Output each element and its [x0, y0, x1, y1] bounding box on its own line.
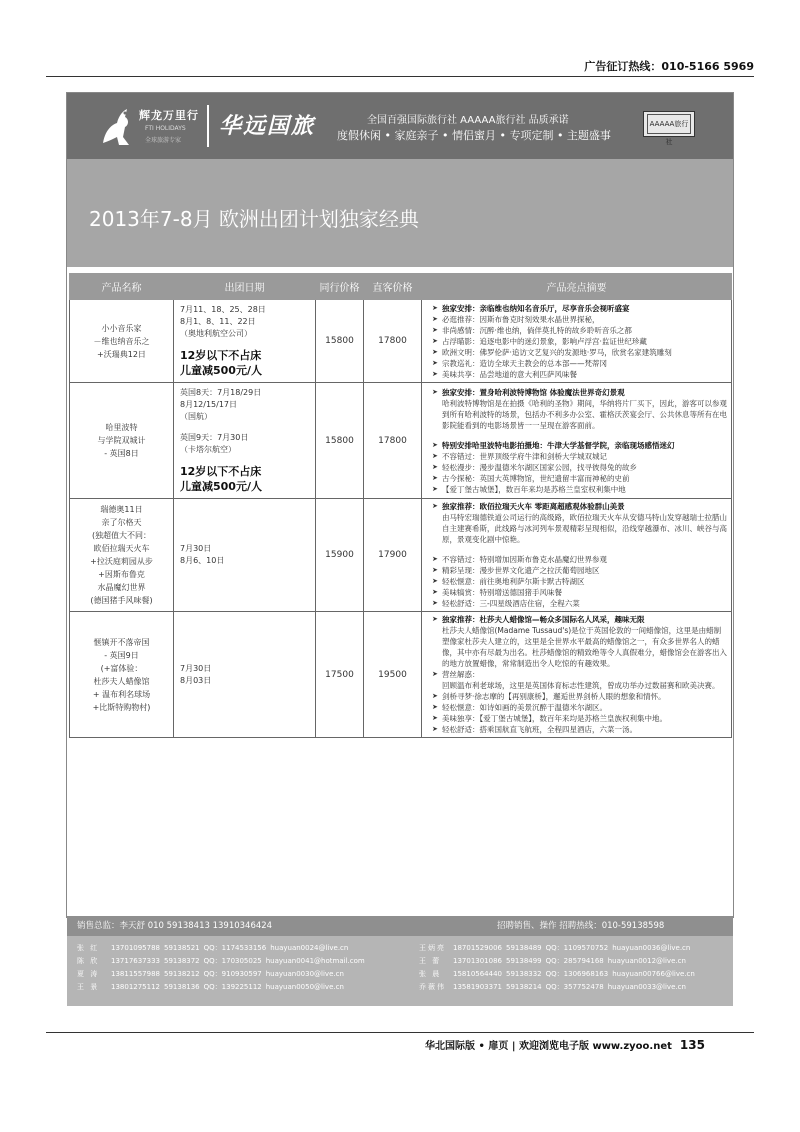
- contact-name: 夏 涛: [77, 970, 100, 978]
- brand-tagline-1: 全国百强国际旅行社 AAAAA旅行社 品质承诺: [367, 115, 569, 126]
- contact-tel: 59138212: [164, 970, 200, 978]
- product-name-line: 瑞德奥11日: [100, 505, 143, 514]
- product-name-line: 与学院双城计: [97, 436, 146, 445]
- direct-price: 17800: [364, 300, 422, 383]
- contact-mobile: 13701095788: [111, 944, 160, 952]
- product-name-line: +因斯布鲁克: [98, 570, 145, 579]
- highlights-list: [432, 303, 727, 380]
- highlight-item: ➤ 不容错过：世界顶级学府牛津和剑桥大学城双城记: [432, 451, 727, 462]
- contact-qq: QQ：357752478: [545, 983, 604, 991]
- highlight-item: ➤ 轻松惬意：前往奥地利萨尔斯卡默古特湖区: [432, 576, 727, 587]
- header-product: 产品名称: [70, 274, 174, 300]
- highlight-item: ➤ 轻松舒适：三-四星级酒店住宿，全程六菜: [432, 598, 727, 609]
- promo-line: 儿童减500元/人: [180, 480, 262, 493]
- contact-email: huayuan0024@live.cn: [270, 944, 349, 952]
- table-row: [70, 300, 732, 383]
- contact-row: [77, 968, 369, 981]
- promo-line: 儿童减500元/人: [180, 364, 262, 377]
- highlight-item: ➤ 美味共享：品尝地道的意大利匹萨风味餐: [432, 369, 727, 380]
- highlight-item: 杜莎夫人蜡像馆(Madame Tussaud's)是位于英国伦敦的一间蜡像馆，这里是由蜡制塑像家杜莎夫人建立的，这里是全世界水平最高的蜡像馆之一，有众多世界名人的蜡像，其中亦有尽最为出名。杜莎蜡像馆的精致绝等令人真假难分，蜡像馆会在游客出入的地方放置蜡像，常常制造出令人吃惊的有趣效果。: [442, 626, 727, 668]
- product-name-line: 哈里波特: [105, 423, 138, 432]
- departure-dates-cell: [174, 499, 316, 612]
- contact-tel: 59138499: [506, 957, 542, 965]
- contact-mobile: 18701529006: [453, 944, 502, 952]
- product-name-cell: [70, 612, 174, 738]
- contact-name: 张 红: [77, 944, 100, 952]
- contact-email: huayuan0050@live.cn: [265, 983, 344, 991]
- trade-price: 17500: [316, 612, 364, 738]
- contact-row: [419, 968, 699, 981]
- highlight-item: ➤ 必逛推荐：因斯布鲁克时刻效果水晶世界探秘，: [432, 314, 727, 325]
- product-name-line: 惬镇开不落帝国: [93, 637, 150, 647]
- highlight-gap: [432, 545, 727, 554]
- title-bar: [67, 159, 733, 267]
- highlight-item: ➤ 独家安排：置身哈利波特博物馆 体验魔法世界奇幻景观: [432, 387, 727, 398]
- top-rule: [46, 76, 754, 77]
- contact-email: huayuan0012@live.cn: [607, 957, 686, 965]
- contact-name: 乔薇伟: [419, 983, 446, 991]
- date-line: （卡塔尔航空）: [180, 445, 236, 454]
- logo-divider: [207, 105, 209, 147]
- child-promo: [180, 464, 309, 494]
- advertisement: [66, 92, 734, 991]
- highlight-item: ➤ 精彩呈现：漫步世界文化遗产之拉沃葡萄园地区: [432, 565, 727, 576]
- product-name-line: - 英国8日: [104, 449, 139, 458]
- date-line: （奥地利航空公司）: [180, 329, 252, 338]
- contact-qq: QQ：285794168: [545, 957, 604, 965]
- headline: 2013年7-8月 欧洲出团计划独家经典: [89, 207, 419, 231]
- departure-dates-cell: [174, 300, 316, 383]
- product-name-line: - 英国9日: [104, 650, 139, 660]
- contact-row: [419, 955, 699, 968]
- product-name-line: 杜莎夫人蜡像馆: [93, 676, 150, 686]
- header-highlights: 产品亮点摘要: [422, 274, 732, 300]
- footer-rule: [46, 1032, 754, 1033]
- contact-row: [77, 981, 369, 994]
- highlights-list: [432, 614, 727, 735]
- contact-email: huayuan00766@live.cn: [612, 970, 695, 978]
- date-line: （国航）: [180, 412, 212, 421]
- highlights-cell: [422, 300, 732, 383]
- contact-row: [419, 981, 699, 994]
- direct-price: 17800: [364, 383, 422, 499]
- highlight-item: ➤ 宗教巡礼：造访全球天主教会的总本部——梵蒂冈: [432, 358, 727, 369]
- highlights-cell: [422, 383, 732, 499]
- contact-mobile: 13581903371: [453, 983, 502, 991]
- highlights-cell: [422, 499, 732, 612]
- contact-name: 王 蕾: [419, 957, 442, 965]
- ad-hotline: 广告征订热线：010-5166 5969: [584, 60, 754, 73]
- product-name-line: (+富体验：: [100, 663, 143, 673]
- product-name-line: 水晶魔幻世界: [97, 583, 146, 592]
- highlight-gap: [432, 431, 727, 440]
- page-footer: [425, 1037, 705, 1052]
- highlight-item: ➤ 非尚感情：沉醉·维也纳，倘佯莫扎特的故乡聆听音乐之都: [432, 325, 727, 336]
- contact-bar: [67, 916, 733, 936]
- product-name-line: 小小音乐家: [101, 323, 142, 333]
- logo-chinese: 辉龙万里行: [139, 109, 199, 122]
- child-promo: [180, 348, 309, 378]
- highlight-item: ➤ 古今探秘：英国大英博物馆，世纪遗留丰富而神秘的史前: [432, 473, 727, 484]
- product-name-cell: [70, 383, 174, 499]
- contact-qq: QQ：1109570752: [545, 944, 609, 952]
- header-dates: 出团日期: [174, 274, 316, 300]
- table-row: [70, 612, 732, 738]
- table-row: [70, 499, 732, 612]
- contact-tel: 59138372: [164, 957, 200, 965]
- contact-list-left: [77, 942, 369, 994]
- contact-mobile: 15810564440: [453, 970, 502, 978]
- departure-dates-cell: [174, 383, 316, 499]
- brand-tagline-2: 度假休闲 • 家庭亲子 • 情侣蜜月 • 专项定制 • 主题盛事: [337, 129, 611, 142]
- highlight-item: ➤ 轻松惬意：如诗如画的美景沉醉于温德米尔湖区。: [432, 702, 727, 713]
- contact-email: huayuan0033@live.cn: [607, 983, 686, 991]
- contact-mobile: 13717637333: [111, 957, 160, 965]
- footer-text: 华北国际版 • 扉页 | 欢迎浏览电子版 www.zyoo.net: [425, 1041, 672, 1052]
- highlights-list: [432, 387, 727, 495]
- contact-name: 陈 欣: [77, 957, 100, 965]
- tour-table: [69, 273, 732, 738]
- brand-banner: [67, 93, 733, 159]
- contact-mobile: 13701301086: [453, 957, 502, 965]
- contact-email: huayuan0036@live.cn: [612, 944, 691, 952]
- highlight-item: ➤ 欧洲文明：佛罗伦萨·追访文艺复兴的发源地·罗马，欣赏名家建筑雕刻: [432, 347, 727, 358]
- logo-subtitle: 全球旅游专家: [145, 137, 182, 144]
- header-direct-price: 直客价格: [364, 274, 422, 300]
- product-name-line: + 温布利名球场: [92, 689, 151, 699]
- highlight-item: ➤ 独家推荐：杜莎夫人蜡像馆—畅众多国际名人风采，趣味无限: [432, 614, 727, 625]
- brand-name: 华远国旅: [219, 114, 316, 139]
- trade-price: 15800: [316, 383, 364, 499]
- highlight-item: ➤ 轻松漫步：漫步温德米尔湖区国家公园，找寻彼得兔的故乡: [432, 462, 727, 473]
- highlight-item: ➤ 占浮瞄影：追逐电影中的迷幻景象，影响卢浮宫·监证世纪珍藏: [432, 336, 727, 347]
- date-line: 8月1、8、11、22日: [180, 317, 256, 326]
- product-name-line: +拉沃庭莉园从步: [90, 557, 153, 566]
- sales-manager: 销售总监：李天舒 010 59138413 13910346424: [77, 921, 273, 931]
- contact-list-right: [419, 942, 699, 994]
- contact-qq: QQ：1174533156: [203, 944, 267, 952]
- highlight-item: ➤ 美味独享：【爱丁堡古城堡】，数百年来均是苏格兰皇族权利集中地。: [432, 713, 727, 724]
- product-name-line: －维也纳音乐之: [93, 336, 150, 346]
- table-row: [70, 383, 732, 499]
- date-line: 英国8天：7月18/29日: [180, 388, 262, 397]
- date-line: 7月30日: [180, 544, 212, 553]
- table-header-row: [70, 274, 732, 300]
- departure-dates-cell: [174, 612, 316, 738]
- product-name-cell: [70, 300, 174, 383]
- page-number: 135: [679, 1038, 705, 1052]
- hiring-notice: 招聘销售、操作 招聘热线：010-59138598: [497, 921, 665, 931]
- logo-english: FTI HOLIDAYS: [145, 125, 186, 132]
- contact-name: 张 晨: [419, 970, 442, 978]
- contact-mobile: 13801275112: [111, 983, 160, 991]
- date-line: 8月03日: [180, 675, 212, 685]
- highlights-cell: [422, 612, 732, 738]
- contact-email: huayuan0041@hotmail.com: [265, 957, 365, 965]
- contact-email: huayuan0030@live.cn: [265, 970, 344, 978]
- contact-tel: 59138214: [506, 983, 542, 991]
- highlight-item: 由马特宏瑞德铁道公司运行的高级路，欧佰拉瑞天火车从安德马特山发穿越瑞士拉腊山自主建赛希斯，此线路与冰河列车景观精彩呈现相似，沿线穿越瀑布、冰川、峡谷与高原，景观变化剧中惊艳。: [442, 513, 727, 544]
- contact-name: 王炳亮: [419, 944, 446, 952]
- date-line: 7月11、18、25、28日: [180, 305, 266, 314]
- contact-tel: 59138332: [506, 970, 542, 978]
- contact-name: 王 景: [77, 983, 100, 991]
- contact-qq: QQ：170305025: [203, 957, 262, 965]
- product-name-line: 亲了尔格天: [101, 518, 142, 527]
- highlight-item: ➤ 独家推荐：欧佰拉瑞天火车 零距离超感观体验群山美景: [432, 501, 727, 512]
- contact-tel: 59138521: [164, 944, 200, 952]
- contact-tel: 59138489: [506, 944, 542, 952]
- highlight-item: ➤ 轻松舒适：搭乘国航直飞航班，全程四星酒店，六菜一汤。: [432, 724, 727, 735]
- product-name-line: +沃瑞典12日: [97, 349, 146, 359]
- date-line: 7月30日: [180, 663, 212, 673]
- product-name-line: (德国猪手风味餐): [90, 596, 153, 605]
- highlight-item: ➤ 美味犒赏：特别增送德国猪手风味餐: [432, 587, 727, 598]
- contact-grid: [67, 936, 733, 1006]
- kangaroo-logo-icon: [95, 103, 135, 149]
- badge-label: AAAAA旅行社: [647, 114, 691, 134]
- contact-mobile: 13811557988: [111, 970, 160, 978]
- aaaaa-badge: [643, 111, 695, 146]
- direct-price: 17900: [364, 499, 422, 612]
- highlight-item: ➤ 营丝解惑：: [432, 669, 727, 680]
- contact-row: [77, 942, 369, 955]
- highlight-item: 哈利波特博物馆是在拍摄《哈利的圣物》期间，华纳将片厂买下，因此，游客可以参观到所有哈利波特的场景，包括办不利多办公室、霍格沃茨宴会厅、公共休息等所有在电影院能看到的电影场景皆一一呈现在游客面前。: [442, 398, 727, 430]
- date-line: 8月6、10日: [180, 556, 225, 565]
- product-name-cell: [70, 499, 174, 612]
- highlight-item: 回顾温布利老球场，这里是英国体育标志性建筑，曾成功举办过数届赛和欧美决赛。: [442, 681, 720, 690]
- contact-qq: QQ：1306968163: [545, 970, 609, 978]
- trade-price: 15800: [316, 300, 364, 383]
- product-name-line: (独超值大不同：: [91, 531, 152, 540]
- contact-qq: QQ：139225112: [203, 983, 262, 991]
- promo-line: 12岁以下不占床: [180, 465, 262, 478]
- highlight-item: ➤ 不容错过：特别增加因斯布鲁克水晶魔幻世界参观: [432, 554, 727, 565]
- date-gap: [180, 423, 309, 432]
- date-line: 8月12/15/17日: [180, 400, 238, 409]
- header-trade-price: 同行价格: [316, 274, 364, 300]
- highlight-item: ➤ 【爱丁堡古城堡】，数百年来均是苏格兰皇室权利集中地: [432, 484, 727, 495]
- highlight-item: ➤ 特别安排哈里波特电影拍摄地：牛津大学基督学院，亲临现场感悟迷幻: [432, 440, 727, 451]
- product-name-line: +比斯特购物村): [92, 702, 151, 712]
- highlight-item: ➤ 剑桥寻梦·徐志摩的【再别康桥】，邂逅世界剑桥人眼的想象和情怀。: [432, 691, 727, 702]
- promo-line: 12岁以下不占床: [180, 349, 262, 362]
- date-line: 英国9天：7月30日: [180, 433, 249, 442]
- trade-price: 15900: [316, 499, 364, 612]
- contact-tel: 59138136: [164, 983, 200, 991]
- contact-row: [419, 942, 699, 955]
- product-name-line: 欧佰拉瑞天火车: [93, 544, 150, 553]
- highlight-item: ➤ 独家安排：亲临维也纳知名音乐厅，尽享音乐会视听盛宴: [432, 303, 727, 314]
- direct-price: 19500: [364, 612, 422, 738]
- highlights-list: [432, 501, 727, 609]
- contact-qq: QQ：910930597: [203, 970, 262, 978]
- contact-row: [77, 955, 369, 968]
